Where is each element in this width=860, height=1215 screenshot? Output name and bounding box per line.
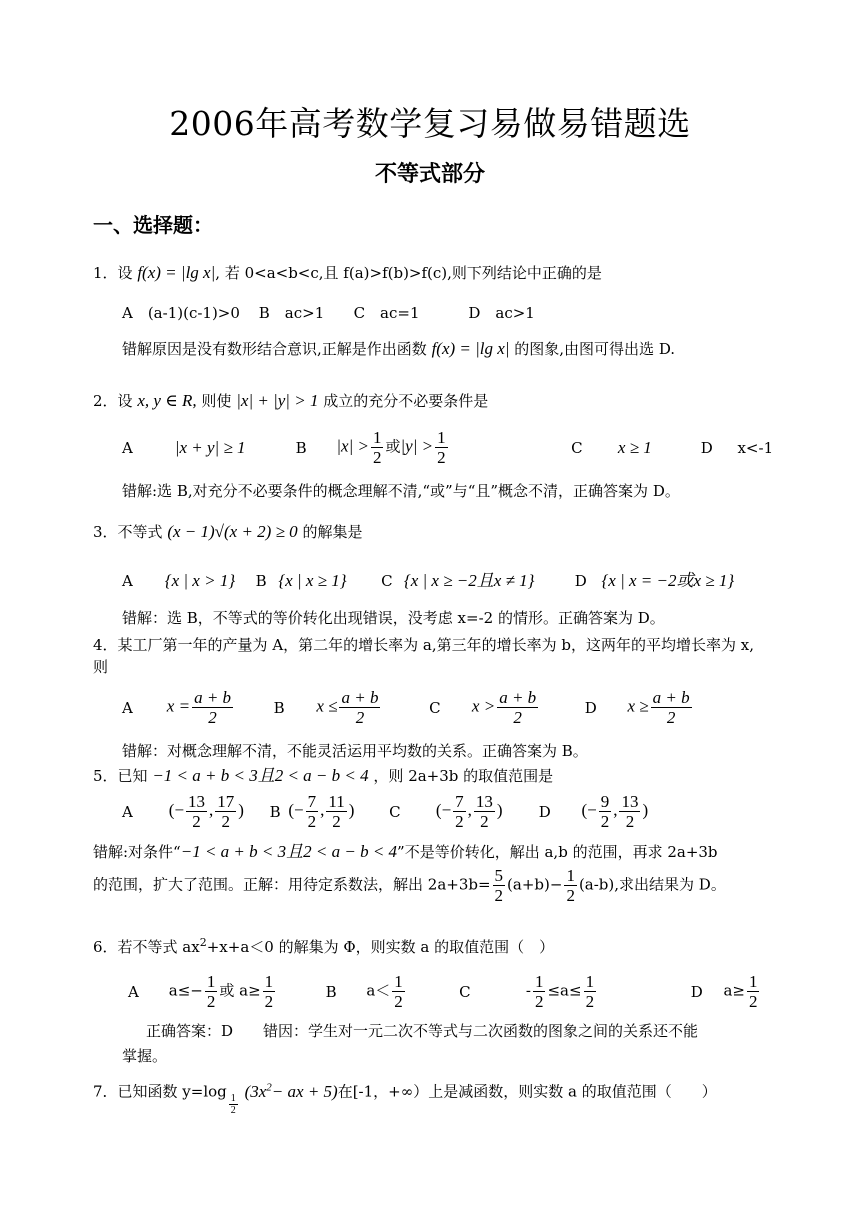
q3-option-d: {x | x = −2或x ≥ 1} <box>601 571 735 590</box>
section-heading: 一、选择题： <box>93 213 213 237</box>
q3-option-c-label: C <box>381 572 393 590</box>
question-5-options: A (− $\frac{13}{2}$ , $\frac{17}{2}$ ) B (− $\frac{7}{2}$ , $\frac{11}{2}$ ) C (− $\frac{7}{2}$ , $\frac{13}{2}$ ) D (− $\frac{9}{2}$ , $\frac{13}{2}$ ) <box>122 792 649 831</box>
q1-function: f(x) = |lg x| <box>137 263 216 282</box>
question-6-explanation-line-2: 掌握。 <box>122 1047 168 1065</box>
q2-option-b-label: B <box>295 438 307 457</box>
question-4-explanation: 错解：对概念理解不清，不能灵活运用平均数的关系。正确答案为 B。 <box>122 742 588 760</box>
question-1-stem: 1．设 f(x) = |lg x|, 若 0<a<b<c,且 f(a)>f(b)>f(c),则下列结论中正确的是 <box>93 263 602 282</box>
q2-option-d: x<-1 <box>737 438 774 457</box>
q3-option-b-label: B <box>255 572 267 590</box>
q6-option-d: a≥ $\frac{1}{2}$ <box>723 972 758 1011</box>
q1-option-d: D ac>1 <box>468 304 535 322</box>
question-3-explanation: 错解：选 B，不等式的等价转化出现错误，没考虑 x=-2 的情形。正确答案为 D。 <box>122 609 665 627</box>
q1-option-c: C ac=1 <box>353 304 420 322</box>
q6-option-b: a＜ $\frac{1}{2}$ <box>366 972 403 1011</box>
page-subtitle: 不等式部分 <box>374 162 485 187</box>
q3-option-a-label: A <box>122 572 133 590</box>
question-6-stem: 6．若不等式 $ax^2+x+a<0$ 的解集为 Φ，则实数 a 的取值范围（ ） <box>93 936 555 956</box>
q5-option-a: (− $\frac{13}{2}$ , $\frac{17}{2}$ ) <box>168 792 244 831</box>
question-4-stem: 4．某工厂第一年的产量为 A，第二年的增长率为 a,第三年的增长率为 b，这两年的平均增长率为 x,则 <box>93 636 754 676</box>
q3-option-b: {x | x ≥ 1} <box>278 571 347 590</box>
q5-option-d: (− $\frac{9}{2}$ , $\frac{13}{2}$ ) <box>581 792 649 831</box>
q6-option-c: - $\frac{1}{2}$ ≤a≤ $\frac{1}{2}$ <box>525 972 595 1011</box>
q6-option-a: a≤− $\frac{1}{2}$ 或 a≥ $\frac{1}{2}$ <box>168 972 274 1011</box>
question-2-explanation: 错解:选 B,对充分不必要条件的概念理解不清,“或”与“且”概念不清，正确答案为 D。 <box>122 482 680 500</box>
q5-option-b: (− $\frac{7}{2}$ , $\frac{11}{2}$ ) <box>288 792 355 831</box>
question-1-options <box>122 302 535 324</box>
question-6-explanation-line-1: 正确答案：D 错因：学生对一元二次不等式与二次函数的图象之间的关系还不能 <box>146 1022 699 1040</box>
q2-option-c-label: C <box>571 438 583 457</box>
question-5-stem: 5．已知 −1 < a + b < 3且2 < a − b < 4 ，则 2a+3b 的取值范围是 <box>93 766 554 785</box>
question-7-stem: 7．已知函数 y=log $\frac{1}{2}$ ($3x^2-$ ax + 5)在[-1，+∞）上是减函数，则实数 a 的取值范围（ ） <box>93 1081 717 1116</box>
q5-option-c: (− $\frac{7}{2}$ , $\frac{13}{2}$ ) <box>435 792 503 831</box>
question-2-options <box>122 428 773 472</box>
question-2-stem: 2．设 x, y ∈ R, 则使 |x| + |y| > 1 成立的充分不必要条件是 <box>93 391 489 410</box>
q4-option-a: x = $\frac{a + b}{2}$ <box>166 688 232 727</box>
q4-option-c: x > $\frac{a + b}{2}$ <box>471 688 537 727</box>
q3-option-a: {x | x > 1} <box>164 571 236 590</box>
q2-option-a: |x + y| ≥ 1 <box>174 437 246 457</box>
q3-option-d-label: D <box>574 572 587 590</box>
page-title: 2006年高考数学复习易做易错题选 <box>169 104 691 143</box>
question-5-explanation-line-1: 错解:对条件“−1 < a + b < 3且2 < a − b < 4”不是等价转化，解出 a,b 的范围，再求 2a+3b <box>93 842 718 861</box>
q4-option-b: x ≤ $\frac{a + b}{2}$ <box>316 688 379 727</box>
q1-option-b: B ac>1 <box>258 304 325 322</box>
q4-option-d: x ≥ $\frac{a + b}{2}$ <box>627 688 690 727</box>
question-3-options <box>122 570 734 592</box>
question-1-explanation: 错解原因是没有数形结合意识,正解是作出函数 f(x) = |lg x| 的图象,由图可得出选 D. <box>122 339 676 358</box>
q2-option-a-label: A <box>122 438 133 457</box>
q2-option-b: |x| > $\frac{1}{2}$ 或|y| > $\frac{1}{2}$ <box>336 428 446 467</box>
question-4-options: A x = $\frac{a + b}{2}$ B x ≤ $\frac{a + b}{2}$ C x > $\frac{a + b}{2}$ D x ≥ $\frac{a + b}{2}$ <box>122 688 694 734</box>
question-3-stem: 3．不等式 (x − 1)√(x + 2) ≥ 0 的解集是 <box>93 522 363 541</box>
question-5-explanation-line-2: 的范围，扩大了范围。正解：用待定系数法，解出 2a+3b= $\frac{5}{2}$ (a+b)− $\frac{1}{2}$ (a-b),求出结果为 D。 <box>93 866 726 905</box>
q2-option-c: x ≥ 1 <box>617 437 652 457</box>
question-6-options: A a≤− $\frac{1}{2}$ 或 a≥ $\frac{1}{2}$ B a＜ $\frac{1}{2}$ C - $\frac{1}{2}$ ≤a≤ $\frac{1}{2}$ D a≥ $\frac{1}{2}$ <box>128 972 761 1016</box>
q3-option-c: {x | x ≥ −2且x ≠ 1} <box>403 571 535 590</box>
q2-option-d-label: D <box>700 438 713 457</box>
q1-option-a: A (a-1)(c-1)>0 <box>122 304 240 322</box>
